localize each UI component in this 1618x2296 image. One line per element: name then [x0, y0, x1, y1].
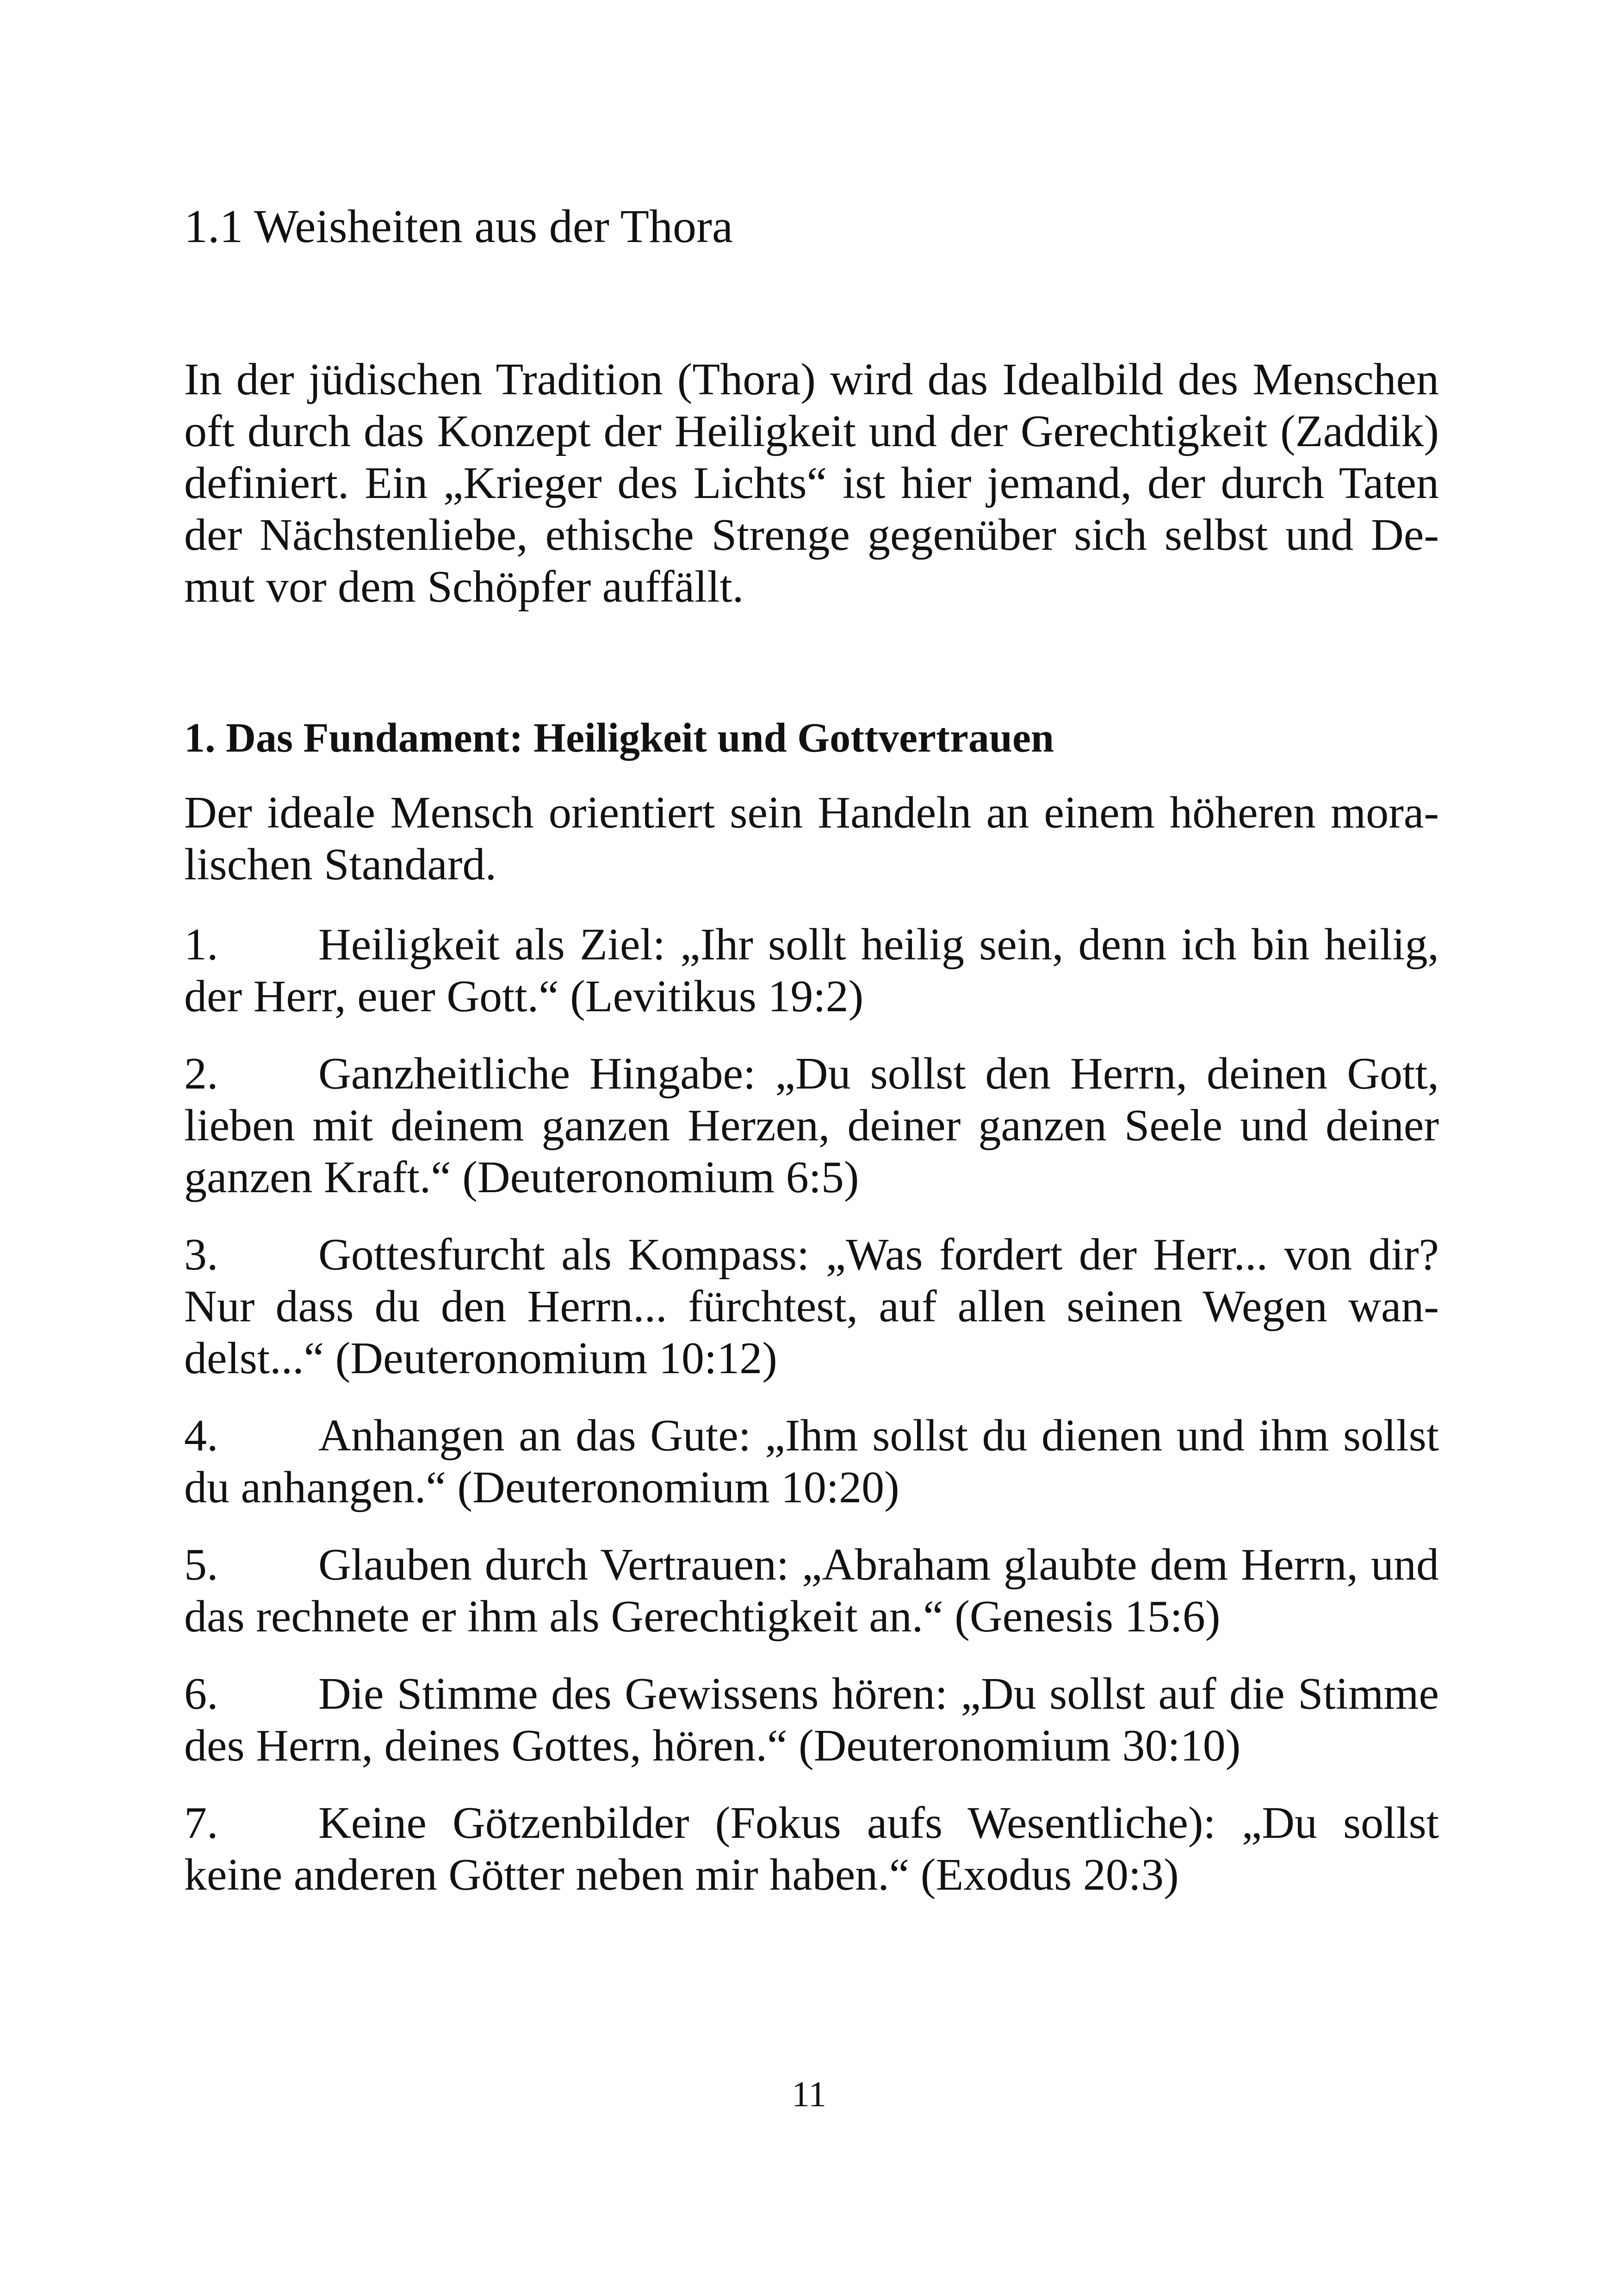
page-number: 11 [791, 2074, 827, 2114]
subheading: 1. Das Fundament: Heiligkeit und Gottvertrauen [184, 715, 1054, 761]
numbered-list [184, 919, 1439, 1926]
list-item [184, 1668, 1439, 1772]
list-item-number: 1. [184, 920, 218, 970]
lead-paragraph: Der ideale Mensch orientiert sein Handeln an einem höheren moralischen Standard. [184, 788, 1439, 890]
list-item-number: 4. [184, 1411, 218, 1461]
list-item-number: 3. [184, 1230, 218, 1280]
list-item [184, 1048, 1439, 1203]
list-item [184, 919, 1439, 1022]
list-item-text: Ganzheitliche Hingabe: „Du sollst den Herrn, deinen Gott, lieben mit deinem ganzen Herzen, deiner ganzen Seele und deiner ganzen Kraft.“ (Deuteronomium 6:5) [184, 1049, 1439, 1202]
list-item [184, 1229, 1439, 1384]
list-item-number: 5. [184, 1540, 218, 1590]
list-item [184, 1797, 1439, 1901]
list-item-text: Anhangen an das Gute: „Ihm sollst du dienen und ihm sollst du anhangen.“ (Deuteronomium 10:20) [184, 1411, 1439, 1512]
list-item-text: Gottesfurcht als Kompass: „Was fordert der Herr... von dir? Nur dass du den Herrn... fürchtest, auf allen seinen Wegen wandelst...“ (Deuteronomium 10:12) [184, 1230, 1439, 1383]
list-item-text: Keine Götzenbilder (Fokus aufs Wesentliche): „Du sollst keine anderen Götter neben mir haben.“ (Exodus 20:3) [184, 1798, 1439, 1900]
list-item-number: 7. [184, 1798, 218, 1848]
list-item-text: Heiligkeit als Ziel: „Ihr sollt heilig sein, denn ich bin heilig, der Herr, euer Gott.“ (Levitikus 19:2) [184, 920, 1439, 1021]
list-item-number: 2. [184, 1049, 218, 1099]
intro-paragraph: In der jüdischen Tradition (Thora) wird das Idealbild des Menschen oft durch das Konzept der Heiligkeit und der Gerechtigkeit (Zaddik) definiert. Ein „Krieger des Lichts“ ist hier jemand, der durch Taten der Nächstenliebe, ethische Strenge gegenüber sich selbst und Demut vor dem Schöpfer auffällt. [184, 355, 1439, 612]
section-title: 1.1 Weisheiten aus der Thora [184, 200, 733, 253]
list-item-text: Glauben durch Vertrauen: „Abraham glaubte dem Herrn, und das rechnete er ihm als Gerechtigkeit an.“ (Genesis 15:6) [184, 1540, 1439, 1642]
list-item-text: Die Stimme des Gewissens hören: „Du sollst auf die Stimme des Herrn, deines Gottes, hören.“ (Deuteronomium 30:10) [184, 1669, 1439, 1771]
list-item-number: 6. [184, 1669, 218, 1719]
list-item [184, 1410, 1439, 1513]
list-item [184, 1539, 1439, 1643]
